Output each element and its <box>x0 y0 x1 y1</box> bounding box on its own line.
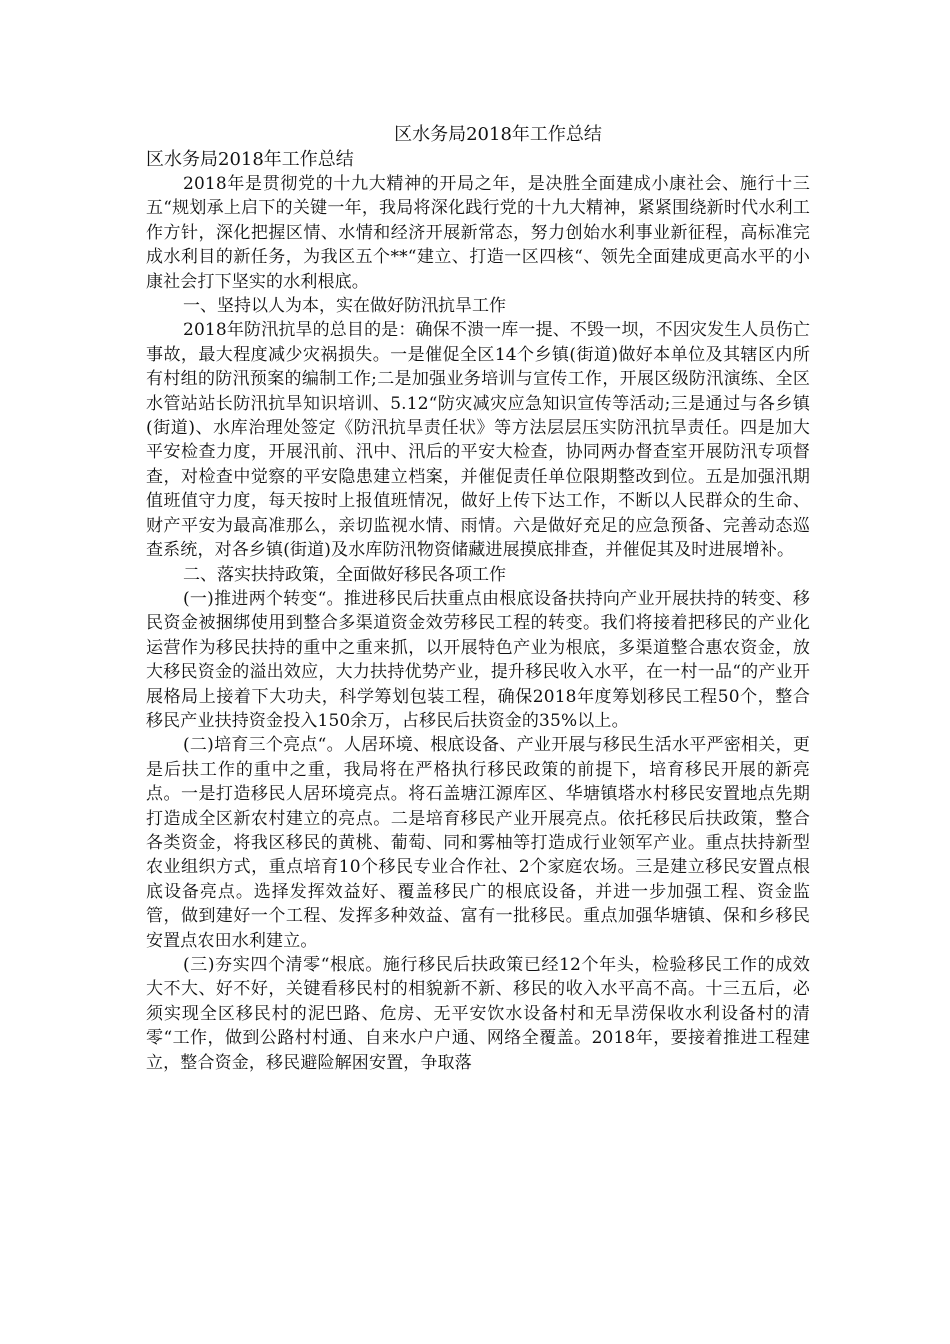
section-2-paragraph-2: (二)培育三个亮点“。人居环境、根底设备、产业开展与移民生活水平严密相关，更是后扶工作的重中之重，我局将在严格执行移民政策的前提下，培育移民开展的新亮点。一是打造移民人居环境亮点。将石盖塘江源库区、华塘镇塔水村移民安置地点先期打造成全区新农村建立的亮点。二是培育移民产业开展亮点。依托移民后扶政策，整合各类资金，将我区移民的黄桃、葡萄、同和雾柚等打造成行业领军产业。重点扶持新型农业组织方式，重点培育10个移民专业合作社、2个家庭农场。三是建立移民安置点根底设备亮点。选择发挥效益好、覆盖移民广的根底设备，并进一步加强工程、资金监管，做到建好一个工程、发挥多种效益、富有一批移民。重点加强华塘镇、保和乡移民安置点农田水利建立。 <box>146 735 810 951</box>
section-heading-2: 二、落实扶持政策，全面做好移民各项工作 <box>183 564 506 585</box>
section-2-paragraph-3: (三)夯实四个清零“根底。施行移民后扶政策已经12个年头，检验移民工作的成效大不大、好不好，关键看移民村的相貌新不新、移民的收入水平高不高。十三五后，必须实现全区移民村的泥巴路、危房、无平安饮水设备村和无旱涝保收水利设备村的清零“工作，做到公路村村通、自来水户户通、网络全覆盖。2018年，要接着推进工程建立，整合资金，移民避险解困安置，争取落 <box>146 955 810 1073</box>
section-2-paragraph-1: (一)推进两个转变“。推进移民后扶重点由根底设备扶持向产业开展扶持的转变、移民资金被捆绑使用到整合多渠道资金效劳移民工程的转变。我们将接着把移民的产业化运营作为移民扶持的重中之重来抓，以开展特色产业为根底，多渠道整合惠农资金，放大移民资金的溢出效应，大力扶持优势产业，提升移民收入水平，在一村一品“的产业开展格局上接着下大功夫，科学筹划包装工程，确保2018年度筹划移民工程50个，整合移民产业扶持资金投入150余万，占移民后扶资金的35%以上。 <box>146 588 810 731</box>
document-body <box>146 122 810 1075</box>
section-heading-1: 一、坚持以人为本，实在做好防汛抗旱工作 <box>183 296 506 317</box>
section-1-paragraph: 2018年防汛抗旱的总目的是：确保不溃一库一提、不毁一坝，不因灾发生人员伤亡事故，最大程度减少灾祸损失。一是催促全区14个乡镇(街道)做好本单位及其辖区内所有村组的防汛预案的编制工作;二是加强业务培训与宣传工作，开展区级防汛演练、全区水管站站长防汛抗旱知识培训、5.12“防灾减灾应急知识宣传等活动;三是通过与各乡镇(街道)、水库治理处签定《防汛抗旱责任状》等方法层层压实防汛抗旱责任。四是加大平安检查力度，开展汛前、汛中、汛后的平安大检查，协同两办督查室开展防汛专项督查，对检查中觉察的平安隐患建立档案，并催促责任单位限期整改到位。五是加强汛期值班值守力度，每天按时上报值班情况，做好上传下达工作，不断以人民群众的生命、财产平安为最高准那么，亲切监视水情、雨情。六是做好充足的应急预备、完善动态巡查系统，对各乡镇(街道)及水库防汛物资储藏进展摸底排查，并催促其及时进展增补。 <box>146 320 810 561</box>
intro-paragraph: 2018年是贯彻党的十九大精神的开局之年，是决胜全面建成小康社会、施行十三五“规划承上启下的关键一年，我局将深化践行党的十九大精神，紧紧围绕新时代水利工作方针，深化把握区情、水情和经济开展新常态，努力创始水利事业新征程，高标准完成水利目的新任务，为我区五个**“建立、打造一区四核“、领先全面建成更高水平的小康社会打下坚实的水利根底。 <box>146 174 810 292</box>
document-subtitle: 区水务局2018年工作总结 <box>146 149 354 170</box>
document-title: 区水务局2018年工作总结 <box>394 124 602 145</box>
